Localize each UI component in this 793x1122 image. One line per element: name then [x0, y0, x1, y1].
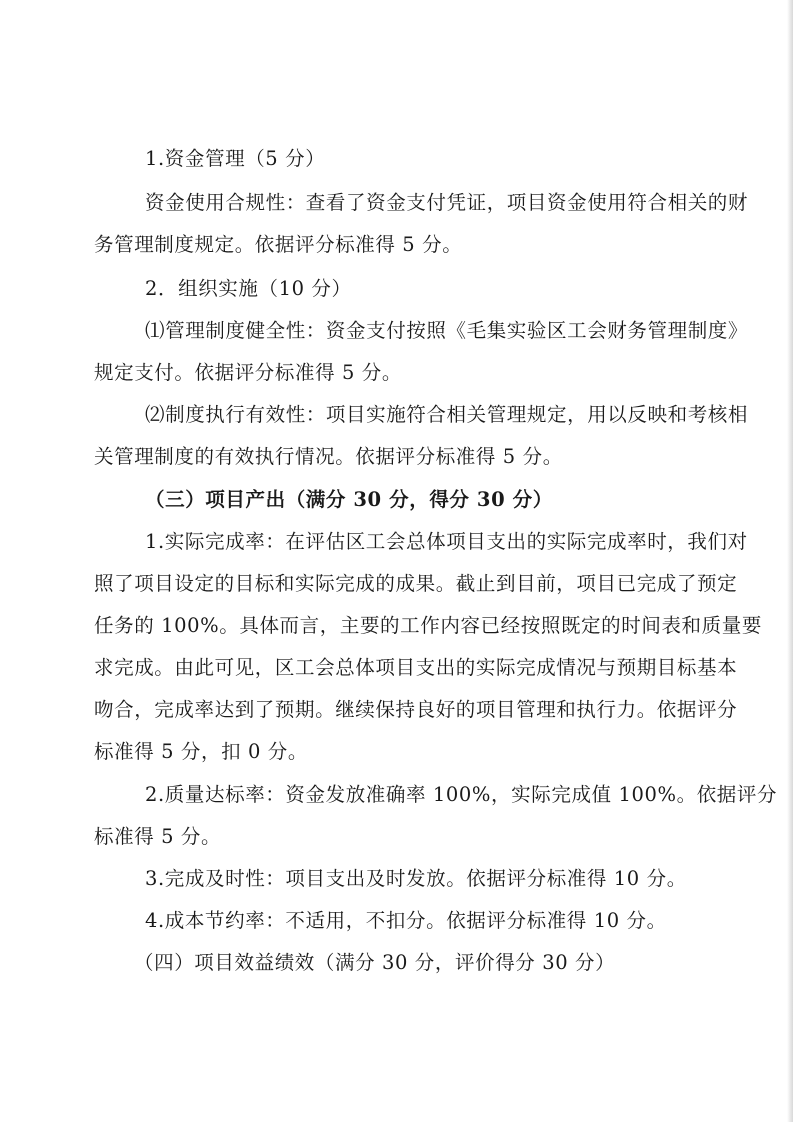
completion-rate-line: 照了项目设定的目标和实际完成的成果。截止到目前，项目已完成了预定: [94, 572, 738, 595]
quality-rate-line1: 2.质量达标率：资金发放准确率 100%，实际完成值 100%。依据评分: [145, 783, 778, 806]
completion-rate-line: 任务的 100%。具体而言，主要的工作内容已经按照既定的时间表和质量要: [94, 614, 762, 637]
output-section-heading: （三）项目产出（满分 30 分，得分 30 分）: [145, 488, 553, 511]
fund-compliance-text-line2: 务管理制度规定。依据评分标准得 5 分。: [94, 233, 463, 256]
quality-rate-line2: 标准得 5 分。: [94, 825, 222, 848]
completion-rate-line: 1.实际完成率：在评估区工会总体项目支出的实际完成率时，我们对: [145, 530, 748, 553]
fund-management-heading: 1.资金管理（5 分）: [145, 147, 326, 170]
organization-heading: 2．组织实施（10 分）: [145, 277, 352, 300]
completion-rate-line: 吻合，完成率达到了预期。继续保持良好的项目管理和执行力。依据评分: [94, 698, 738, 721]
org-item2-line2: 关管理制度的有效执行情况。依据评分标准得 5 分。: [94, 445, 563, 468]
completion-rate-line: 求完成。由此可见，区工会总体项目支出的实际完成情况与预期目标基本: [94, 656, 738, 679]
fund-compliance-text-line1: 资金使用合规性：查看了资金支付凭证，项目资金使用符合相关的财: [145, 191, 749, 214]
org-item1-line2: 规定支付。依据评分标准得 5 分。: [94, 361, 403, 384]
cost-saving-line: 4.成本节约率：不适用，不扣分。依据评分标准得 10 分。: [145, 909, 667, 932]
timeliness-line: 3.完成及时性：项目支出及时发放。依据评分标准得 10 分。: [145, 867, 687, 890]
benefit-section-heading: （四）项目效益绩效（满分 30 分，评价得分 30 分）: [134, 951, 616, 974]
org-item2-line1: ⑵制度执行有效性：项目实施符合相关管理规定，用以反映和考核相: [145, 403, 749, 426]
org-item1-line1: ⑴管理制度健全性：资金支付按照《毛集实验区工会财务管理制度》: [145, 319, 749, 342]
completion-rate-line: 标准得 5 分，扣 0 分。: [94, 740, 309, 763]
scan-edge-shadow: [787, 0, 793, 1122]
